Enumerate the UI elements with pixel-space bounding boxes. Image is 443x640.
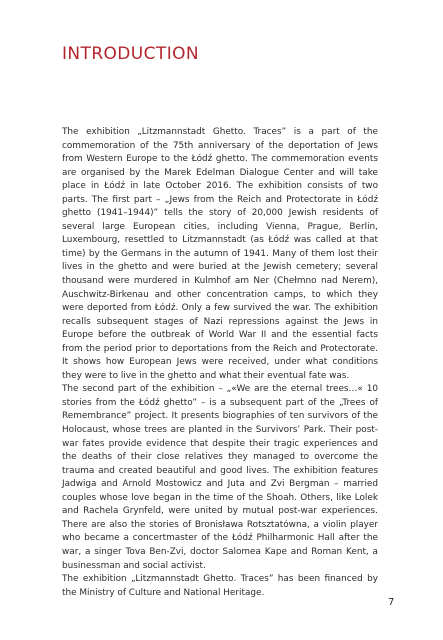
- page-number: 7: [388, 597, 395, 608]
- paragraph-2: The second part of the exhibition – „«We are the eternal trees…« 10 stories from the Łódź ghetto” – is a subsequent part of the „Trees of Remembrance” project. It presents biographies of ten survivors of the Holocaust, whose trees are planted in the Survivors’ Park. Their post-war fates provide evidence that despite their tragic experiences and the deaths of their close relatives they managed to overcome the trauma and created beautiful and good lives. The exhibition features Jadwiga and Arnold Mostowicz and Juta and Zvi Bergman – married couples whose love began in the time of the Shoah. Others, like Lolek and Rachela Grynfeld, were united by mutual post-war experiences. There are also the stories of Bronisława Rotsztatówna, a violin player who became a concertmaster of the Łódź Philharmonic Hall after the war, a singer Tova Ben-Zvi, doctor Salomea Kape and Roman Kent, a businessman and social activist.: [62, 384, 378, 571]
- page-title: INTRODUCTION: [62, 44, 200, 64]
- paragraph-1: The exhibition „Litzmannstadt Ghetto. Traces” is a part of the commemoration of the 75th anniversary of the deportation of Jews from Western Europe to the Łódź ghetto. The commemoration events are organised by the Marek Edelman Dialogue Center and will take place in Łódź in late October 2016. The exhibition consists of two parts. The first part – „Jews from the Reich and Protectorate in Łódź ghetto (1941–1944)” tells the story of 20,000 Jewish residents of several large European cities, including Vienna, Prague, Berlin, Luxembourg, resettled to Litzmannstadt (as Łódź was called at that time) by the Germans in the autumn of 1941. Many of them lost their lives in the ghetto and were buried at the Jewish cemetery; several thousand were murdered in Kulmhof am Ner (Chełmno nad Nerem), Auschwitz-Birkenau and other concentration camps, to which they were deported from Łódź. Only a few survived the war. The exhibition recalls subsequent stages of Nazi repressions against the Jews in Europe before the outbreak of World War II and the essential facts from the period prior to deportations from the Reich and Protectorate. It shows how European Jews were received, under what conditions they were to live in the ghetto and what their eventual fate was.: [62, 127, 378, 381]
- paragraph-3: The exhibition „Litzmannstadt Ghetto. Traces” has been financed by the Ministry of Culture and National Heritage.: [62, 574, 378, 598]
- body-text: [62, 126, 378, 600]
